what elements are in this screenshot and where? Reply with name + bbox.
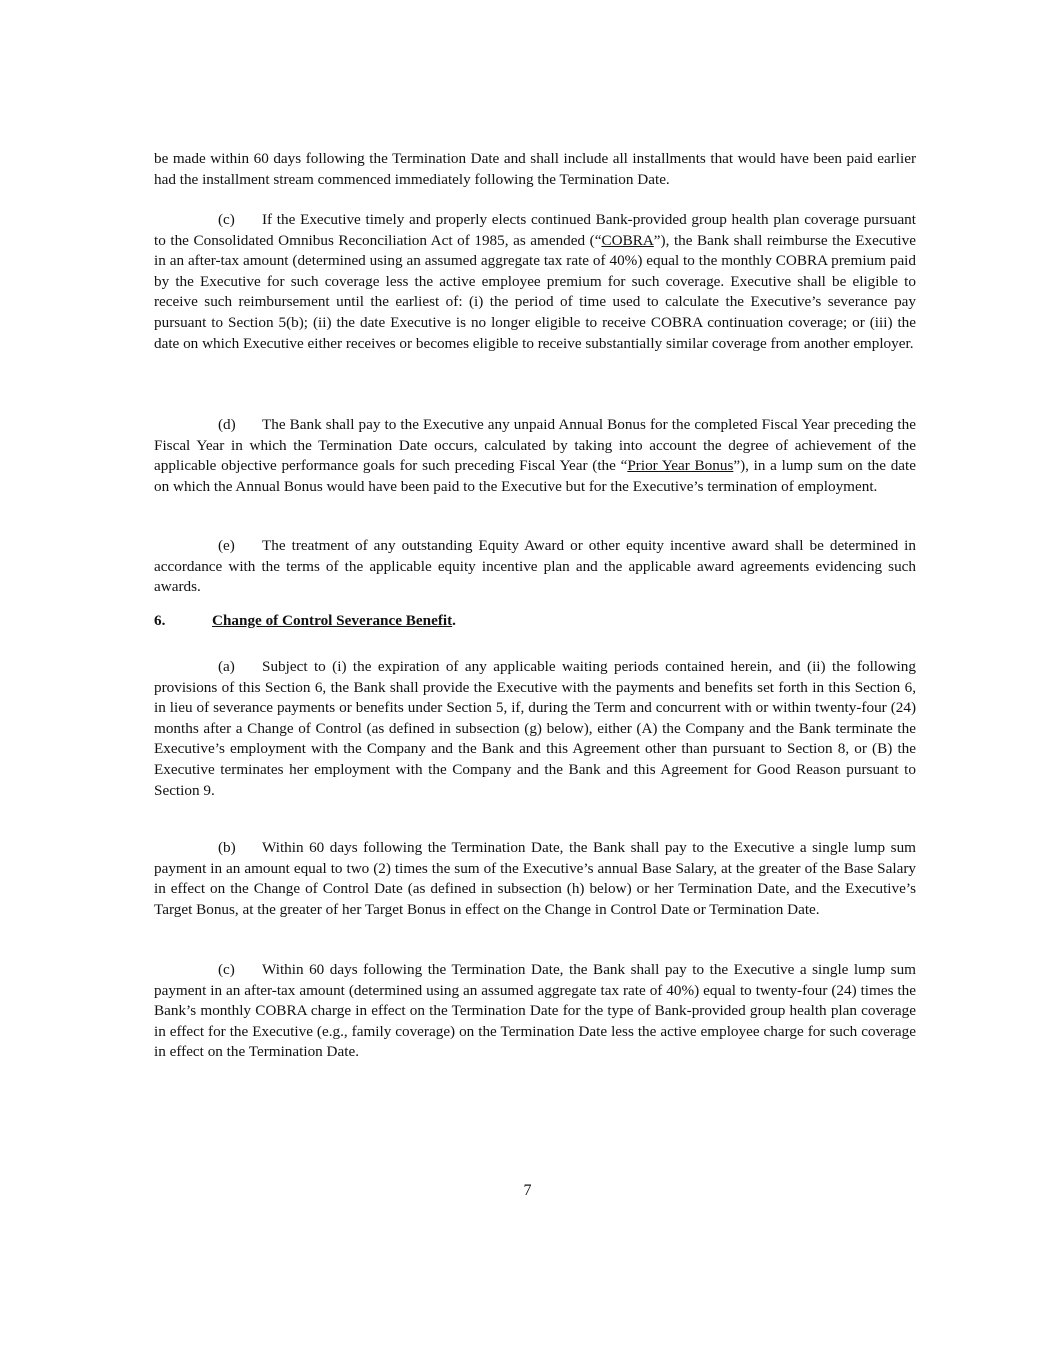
section-6-heading bbox=[154, 612, 456, 630]
section-6-title: Change of Control Severance Benefit bbox=[212, 612, 453, 629]
prior-year-bonus-defined-term: Prior Year Bonus bbox=[627, 457, 734, 475]
paragraph-5d-text-before: The Bank shall pay to the Executive any unpaid Annual Bonus for the completed Fiscal Year preceding the Fiscal Year in which the Termination Date occurs, calculated by taking into account the degree of achievement of the applicable objective performance goals for such preceding Fiscal Year (the “ bbox=[154, 416, 916, 475]
paragraph-5c-label: (c) bbox=[218, 211, 235, 228]
paragraph-5c-text-after: ”), the Bank shall reimburse the Executive in an after-tax amount (determined using an assumed aggregate tax rate of 40%) equal to the monthly COBRA premium paid by the Executive for such coverage less the active employee premium for such coverage. Executive shall be eligible to receive such reimbursement until the earliest of: (i) the period of time used to calculate the Executive’s severance pay pursuant to Section 5(b); (ii) the date Executive is no longer eligible to receive COBRA continuation coverage; or (iii) the date on which Executive either receives or becomes eligible to receive substantially similar coverage from another employer. bbox=[154, 231, 916, 352]
section-6-trailing: . bbox=[452, 612, 456, 629]
cobra-defined-term: COBRA bbox=[601, 231, 654, 249]
page-number: 7 bbox=[523, 1182, 532, 1199]
paragraph-5d-text-after: ”), in a lump sum on the date on which the Annual Bonus would have been paid to the Executive but for the Executive’s termination of employment. bbox=[154, 457, 916, 495]
paragraph-5d bbox=[154, 415, 916, 497]
paragraph-6a-label: (a) bbox=[218, 658, 235, 675]
paragraph-6a-text: Subject to (i) the expiration of any applicable waiting periods contained herein, and (ii) the following provisions of this Section 6, the Bank shall provide the Executive with the payments and benefits set forth in this Section 6, in lieu of severance payments or benefits under Section 5, if, during the Term and concurrent with or within twenty-four (24) months after a Change of Control (as defined in subsection (g) below), either (A) the Company and the Bank terminate the Executive’s employment with the Company and the Bank and this Agreement other than pursuant to Section 8, or (B) the Executive terminates her employment with the Company and the Bank and this Agreement for Good Reason pursuant to Section 9. bbox=[154, 658, 916, 799]
paragraph-6b-text: Within 60 days following the Termination Date, the Bank shall pay to the Executive a single lump sum payment in an amount equal to two (2) times the sum of the Executive’s annual Base Salary, at the greater of the Base Salary in effect on the Change of Control Date (as defined in subsection (h) below) or her Termination Date, and the Executive’s Target Bonus, at the greater of her Target Bonus in effect on the Change in Control Date or Termination Date. bbox=[154, 839, 916, 918]
paragraph-5e bbox=[154, 536, 916, 598]
paragraph-5d-label: (d) bbox=[218, 416, 236, 433]
paragraph-6a bbox=[154, 657, 916, 801]
paragraph-6b-label: (b) bbox=[218, 839, 236, 856]
paragraph-5e-text: The treatment of any outstanding Equity Award or other equity incentive award shall be determined in accordance with the terms of the applicable equity incentive plan and the applicable award agreements evidencing such awards. bbox=[154, 537, 916, 596]
paragraph-6b bbox=[154, 838, 916, 920]
section-6-number: 6. bbox=[154, 612, 166, 629]
paragraph-5c-text-before: If the Executive timely and properly elects continued Bank-provided group health plan coverage pursuant to the Consolidated Omnibus Reconciliation Act of 1985, as amended (“ bbox=[154, 211, 916, 249]
paragraph-intro: be made within 60 days following the Termination Date and shall include all installments that would have been paid earlier had the installment stream commenced immediately following the Termination Date. bbox=[154, 150, 916, 188]
paragraph-6c bbox=[154, 960, 916, 1063]
paragraph-6c-text: Within 60 days following the Termination Date, the Bank shall pay to the Executive a single lump sum payment in an after-tax amount (determined using an assumed aggregate tax rate of 40%) equal to twenty-four (24) times the Bank’s monthly COBRA charge in effect on the Termination Date for the type of Bank-provided group health plan coverage in effect for the Executive (e.g., family coverage) on the Termination Date less the active employee charge for such coverage in effect on the Termination Date. bbox=[154, 961, 916, 1061]
paragraph-5c bbox=[154, 210, 916, 354]
paragraph-6c-label: (c) bbox=[218, 961, 235, 978]
paragraph-5e-label: (e) bbox=[218, 537, 235, 554]
